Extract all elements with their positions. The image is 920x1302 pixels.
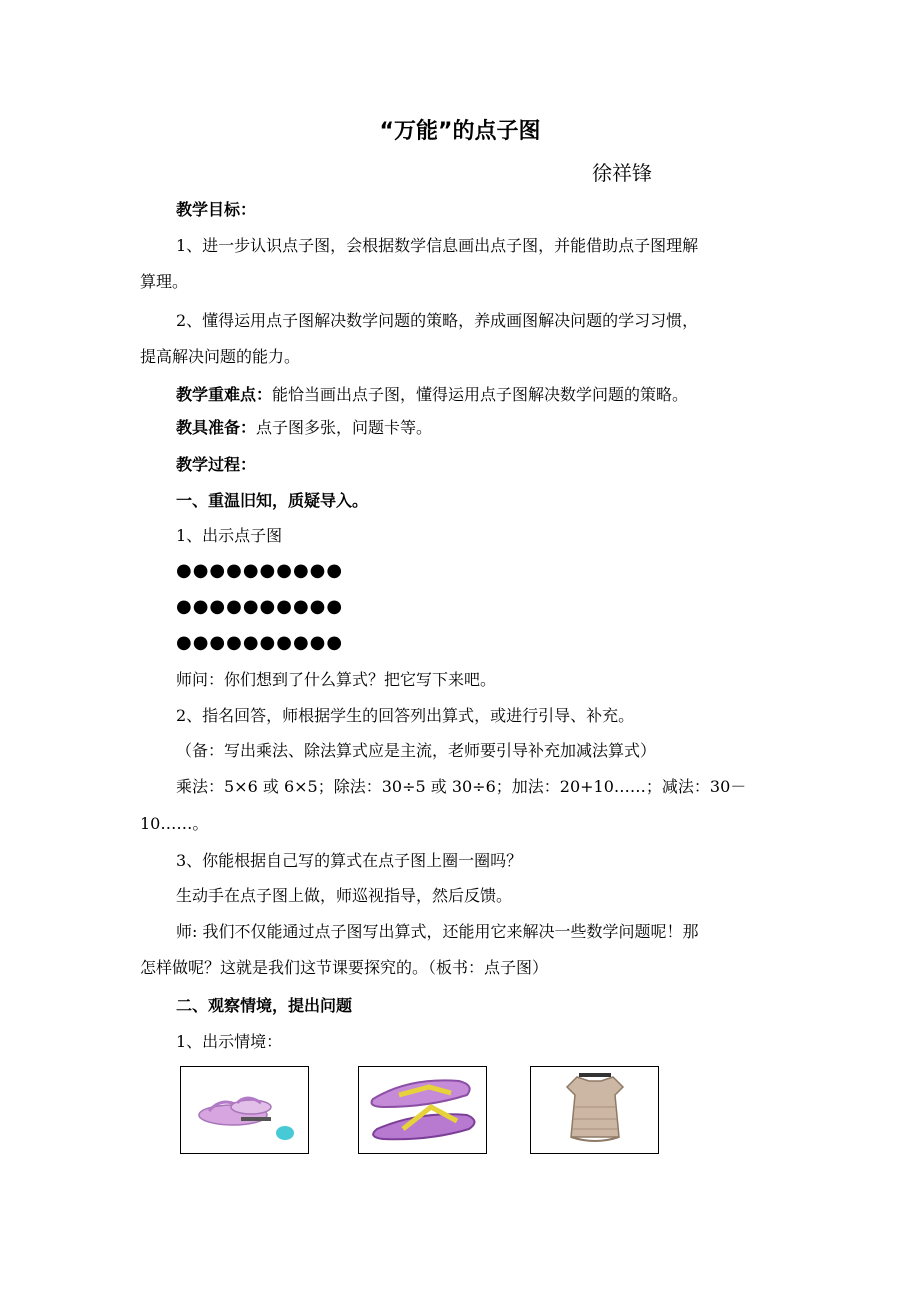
tools-label: 教具准备： [176,418,257,437]
sandals-icon [181,1067,308,1153]
formulas-line-2: 10……。 [140,814,209,833]
teacher-question: 师问：你们想到了什么算式？把它写下来吧。 [176,670,497,689]
goal-1-line-2: 算理。 [140,272,189,291]
flip-flops-icon [359,1067,486,1153]
section-1-item-3: 3、你能根据自己写的算式在点子图上圈一圈吗？ [176,851,523,870]
section-1-heading: 一、重温旧知，质疑导入。 [176,491,369,510]
sandals-picture [180,1066,309,1154]
section-2-heading: 二、观察情境，提出问题 [176,996,353,1015]
goal-1-line-1: 1、进一步认识点子图，会根据数学信息画出点子图，并能借助点子图理解 [176,236,699,255]
goal-2-line-1: 2、懂得运用点子图解决数学问题的策略，养成画图解决问题的学习习惯， [176,311,699,330]
page-title: “万能”的点子图 [379,119,541,144]
process-heading: 教学过程： [176,455,257,474]
flip-flops-picture [358,1066,487,1154]
goal-2-line-2: 提高解决问题的能力。 [140,347,301,366]
dress-icon [531,1067,658,1153]
dress-picture [530,1066,659,1154]
tools-text: 点子图多张，问题卡等。 [256,418,433,437]
section-1-item-1: 1、出示点子图 [176,526,283,545]
teacher-line-1: 师: 我们不仅能通过点子图写出算式，还能用它来解决一些数学问题呢！那 [176,922,699,941]
goals-heading: 教学目标： [176,200,257,219]
tools-line [176,417,432,439]
formulas-line-1: 乘法：5×6 或 6×5；除法：30÷5 或 30÷6；加法：20+10……；减法：30－ [176,777,747,796]
dot-row-3: ●●●●●●●●●● [176,632,344,653]
keypoint-text: 能恰当画出点子图，懂得运用点子图解决数学问题的策略。 [272,385,689,404]
author-name: 徐祥锋 [592,161,652,185]
keypoint-label: 教学重难点： [176,385,273,404]
student-activity: 生动手在点子图上做，师巡视指导，然后反馈。 [176,886,513,905]
teacher-line-2: 怎样做呢？这就是我们这节课要探究的。（板书：点子图） [140,958,549,977]
dot-row-1: ●●●●●●●●●● [176,560,344,581]
section-2-item-1: 1、出示情境： [176,1032,283,1051]
keypoint-line [176,384,688,406]
section-1-item-2: 2、指名回答，师根据学生的回答列出算式，或进行引导、补充。 [176,706,635,725]
dot-row-2: ●●●●●●●●●● [176,596,344,617]
teaching-note: （备：写出乘法、除法算式应是主流，老师要引导补充加减法算式） [176,741,657,760]
